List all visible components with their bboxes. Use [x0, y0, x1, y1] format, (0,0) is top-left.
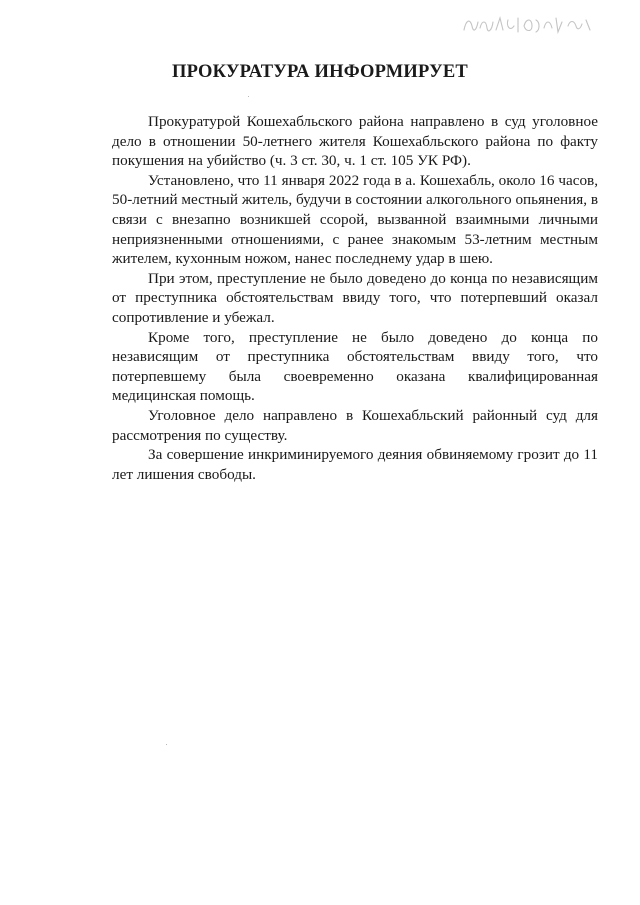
- paragraph-5: Уголовное дело направлено в Кошехабльский районный суд для рассмотрения по существу.: [112, 406, 598, 444]
- paragraph-2: Установлено, что 11 января 2022 года в а. Кошехабль, около 16 часов, 50-летний местный житель, будучи в состоянии алкогольного опьянения, в связи с внезапно возникшей ссорой, вызванной взаимными личными неприязненными отношениями, с ранее знакомым 53-летним местным жителем, кухонным ножом, нанес последнему удар в шею.: [112, 171, 598, 268]
- document-title: ПРОКУРАТУРА ИНФОРМИРУЕТ: [172, 62, 468, 82]
- document-body: [112, 112, 598, 484]
- scan-speck: [166, 744, 167, 745]
- scan-speck: [248, 96, 249, 97]
- paragraph-6: За совершение инкриминируемого деяния обвиняемому грозит до 11 лет лишения свободы.: [112, 446, 598, 483]
- paragraph-3: При этом, преступление не было доведено до конца по независящим от преступника обстоятельствам ввиду того, что потерпевший оказал сопротивление и убежал.: [112, 269, 598, 326]
- paragraph-1: Прокуратурой Кошехабльского района направлено в суд уголовное дело в отношении 50-летнего жителя Кошехабльского района по факту покушения на убийство (ч. 3 ст. 30, ч. 1 ст. 105 УК РФ).: [112, 113, 598, 170]
- handwritten-mark-icon: [458, 8, 598, 42]
- paragraph-4: Кроме того, преступление не было доведено до конца по независящим от преступника обстоятельствам ввиду того, что потерпевшему была своевременно оказана квалифицированная медицинская помощь.: [112, 328, 598, 405]
